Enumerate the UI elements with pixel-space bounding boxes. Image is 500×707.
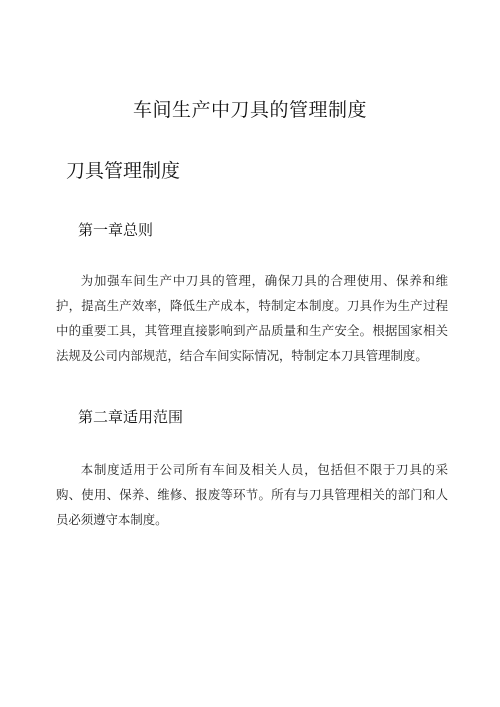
document-title: 车间生产中刀具的管理制度 [132, 99, 367, 121]
chapter-1-paragraph: 为加强车间生产中刀具的管理，确保刀具的合理使用、保养和维护，提高生产效率，降低生产成本，特制定本制度。刀具作为生产过程中的重要工具，其管理直接影响到产品质量和生产安全。根据国家相关法规及公司内部规范，结合车间实际情况，特制定本刀具管理制度。 [56, 273, 448, 363]
chapter-2-heading: 第二章适用范围 [78, 408, 184, 426]
chapter-1-heading: 第一章总则 [78, 221, 154, 239]
document-heading: 刀具管理制度 [66, 160, 181, 182]
chapter-2-paragraph: 本制度适用于公司所有车间及相关人员，包括但不限于刀具的采购、使用、保养、维修、报废等环节。所有与刀具管理相关的部门和人员必须遵守本制度。 [56, 462, 448, 527]
